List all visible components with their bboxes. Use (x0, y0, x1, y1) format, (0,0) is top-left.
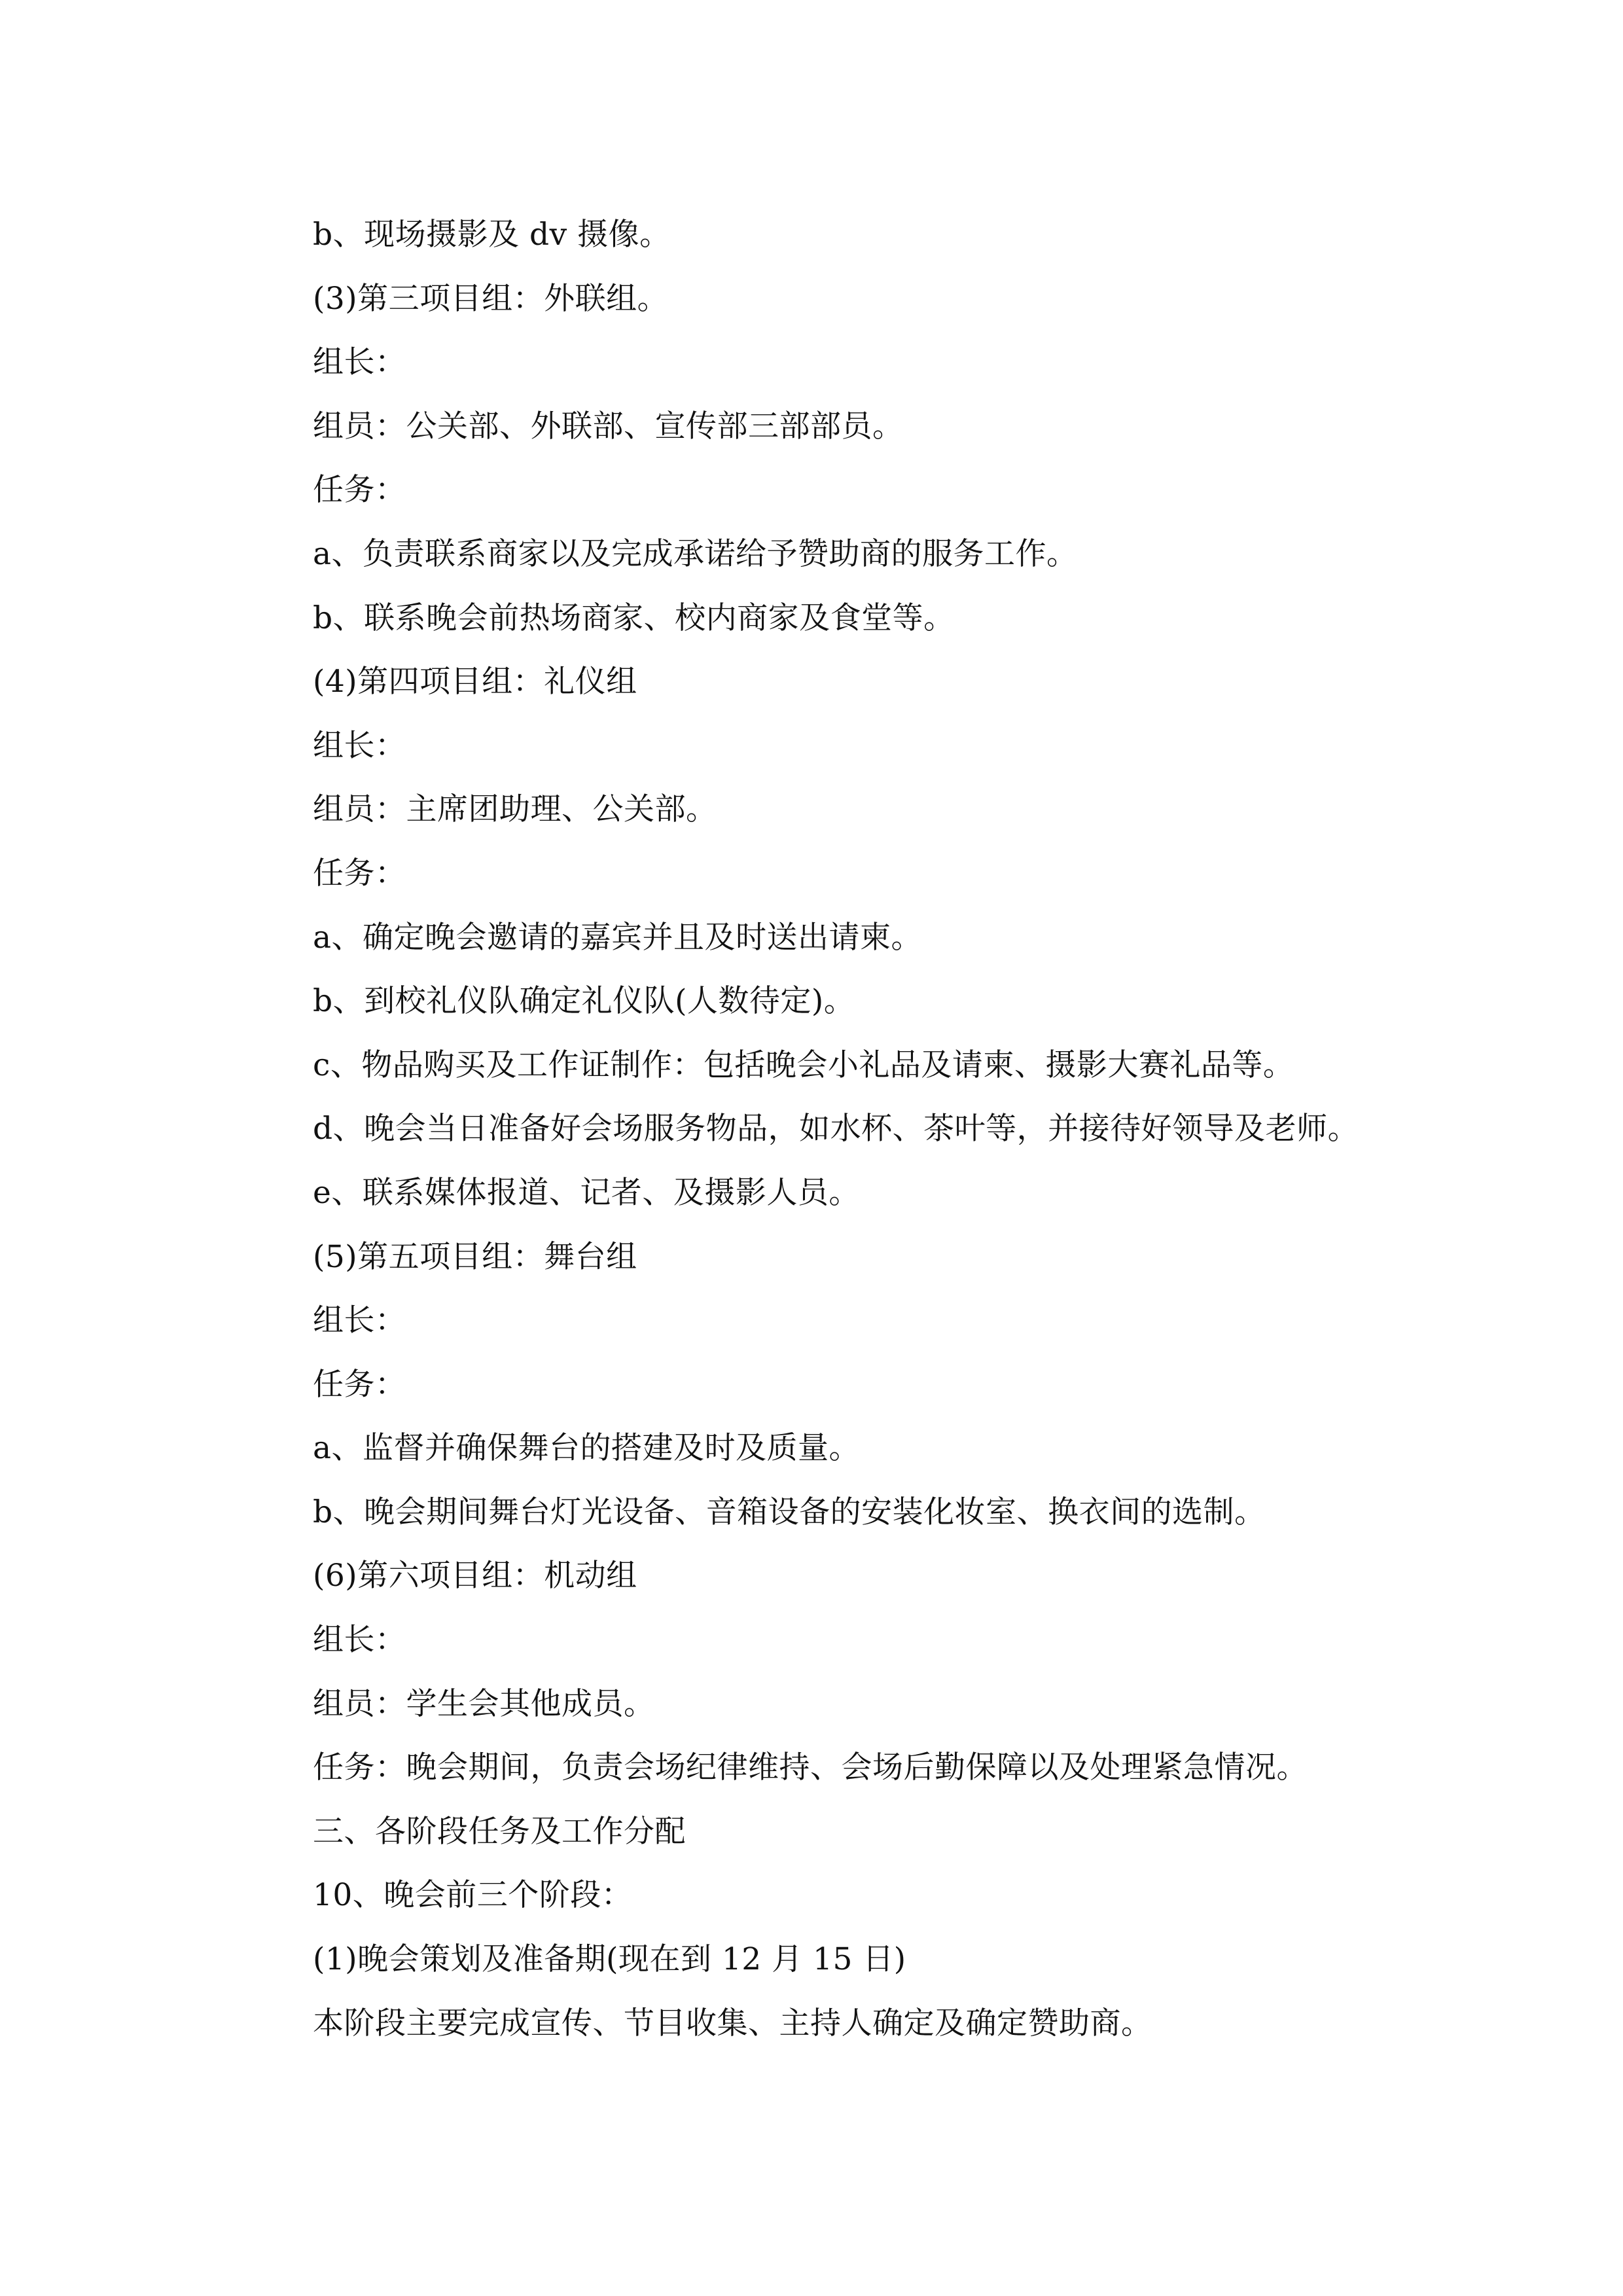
text-line: b、联系晚会前热场商家、校内商家及食堂等。 (313, 600, 955, 636)
text-line: 任务： (313, 855, 406, 891)
text-line: b、到校礼仪队确定礼仪队(人数待定)。 (313, 983, 855, 1020)
text-line: b、现场摄影及 dv 摄像。 (313, 217, 671, 253)
text-line: 组长： (313, 1302, 406, 1339)
section-heading: (4)第四项目组：礼仪组 (313, 664, 637, 700)
text-line: c、物品购买及工作证制作：包括晚会小礼品及请柬、摄影大赛礼品等。 (313, 1047, 1294, 1083)
text-line: 组员：公关部、外联部、宣传部三部部员。 (313, 408, 904, 444)
text-line: e、联系媒体报道、记者、及摄影人员。 (313, 1174, 860, 1211)
text-line: a、确定晚会邀请的嘉宾并且及时送出请柬。 (313, 919, 923, 956)
section-heading: (3)第三项目组：外联组。 (313, 280, 669, 317)
chapter-heading: 三、各阶段任务及工作分配 (313, 1813, 686, 1850)
section-heading: (6)第六项目组：机动组 (313, 1558, 637, 1594)
section-heading: 10、晚会前三个阶段： (313, 1877, 633, 1914)
text-line: 组长： (313, 727, 406, 764)
text-line: 组长： (313, 344, 406, 381)
text-line: 组员：学生会其他成员。 (313, 1685, 655, 1722)
text-line: a、负责联系商家以及完成承诺给予赞助商的服务工作。 (313, 535, 1078, 572)
text-line: 任务： (313, 1366, 406, 1403)
text-line: d、晚会当日准备好会场服务物品，如水杯、茶叶等，并接待好领导及老师。 (313, 1111, 1359, 1147)
text-line: 任务： (313, 472, 406, 509)
text-line: a、监督并确保舞台的搭建及时及质量。 (313, 1430, 861, 1467)
text-line: 本阶段主要完成宣传、节目收集、主持人确定及确定赞助商。 (313, 2005, 1152, 2041)
text-line: 组员：主席团助理、公关部。 (313, 791, 717, 828)
section-heading: (5)第五项目组：舞台组 (313, 1238, 637, 1275)
text-line: 任务：晚会期间，负责会场纪律维持、会场后勤保障以及处理紧急情况。 (313, 1749, 1308, 1786)
section-heading: (1)晚会策划及准备期(现在到 12 月 15 日) (313, 1941, 906, 1978)
document-body (313, 203, 1491, 2055)
text-line: 组长： (313, 1622, 406, 1659)
text-line: b、晚会期间舞台灯光设备、音箱设备的安装化妆室、换衣间的选制。 (313, 1494, 1266, 1530)
